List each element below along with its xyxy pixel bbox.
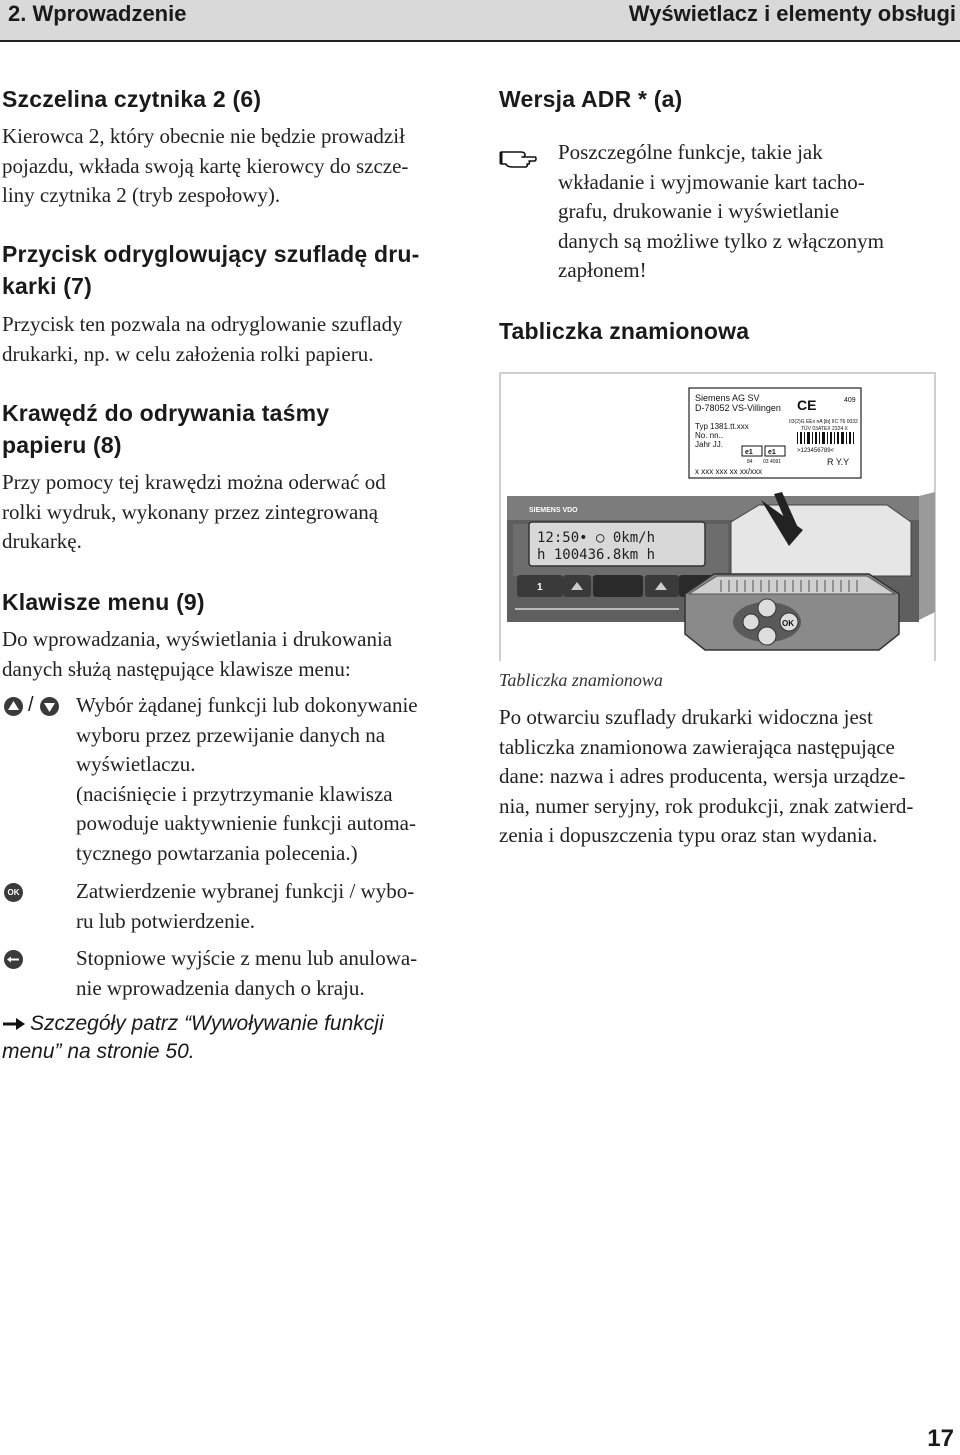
adr-note: Poszczególne funkcje, takie jak wkładanie i wyjmowanie kart tacho- grafu, drukowanie i wyświetlanie danych są możliwe tylko z włączonym zapłonem! [558, 140, 884, 282]
device-ok-key: OK [782, 619, 794, 628]
plate-maker: Siemens AG SV [695, 393, 760, 403]
menu-item-back: Stopniowe wyjście z menu lub anulowa- nie wprowadzenia danych o kraju. [76, 946, 418, 1000]
heading-tear-edge: Krawędź do odrywania taśmy papieru (8) [2, 400, 330, 458]
section-title: Wyświetlacz i elementy obsługi [628, 1, 956, 26]
plate-address: D-78052 VS-Villingen [695, 403, 781, 413]
device-button-1: 1 [537, 582, 543, 593]
page-number: 17 [927, 1425, 954, 1452]
device-lcd-line2: h 100436.8km h [537, 547, 656, 563]
plate-code: x xxx xxx xx xx/xxx [695, 467, 763, 476]
plate-type: Typ 1381.tt.xxx [695, 422, 749, 431]
pointing-hand-icon [499, 143, 537, 174]
plate-atex: II3(2)G EEx nA [ib] IIC T6 0032 [789, 419, 858, 425]
menu-item-ok: Zatwierdzenie wybranej funkcji / wybo- ru lub potwierdzenie. [76, 879, 415, 933]
plate-mark2-sub: 03 4091 [763, 459, 782, 465]
device-lcd-line1: 12:50• ○ 0km/h [537, 530, 656, 546]
reference-link[interactable]: Szczegóły patrz “Wywoływanie funkcji menu” na stronie 50. [2, 1012, 384, 1063]
chapter-title: 2. Wprowadzenie [8, 1, 187, 26]
heading-unlock-button: Przycisk odryglowujący szufladę dru- karki (7) [2, 241, 420, 299]
heading-menu-keys: Klawisze menu (9) [2, 589, 205, 615]
card-slot-text: Kierowca 2, który obecnie nie będzie prowadził pojazdu, wkłada swoją kartę kierowcy do szcze- liny czytnika 2 (tryb zespołowy). [2, 124, 409, 207]
plate-mark1-sub: 84 [747, 459, 753, 465]
figure-caption: Tabliczka znamionowa [499, 670, 663, 690]
ok-key-icon: OK [4, 883, 23, 902]
plate-ce: CE [797, 397, 817, 413]
plate-ce-number: 409 [844, 397, 856, 404]
heading-adr: Wersja ADR * (a) [499, 86, 683, 112]
page-header [0, 0, 960, 42]
heading-card-slot: Szczelina czytnika 2 (6) [2, 86, 262, 112]
device-brand: SIEMENS VDO [529, 507, 578, 514]
plate-year: Jahr JJ. [695, 440, 724, 449]
plate-mark1: e1 [745, 449, 753, 456]
plate-tuv: TÜV 03ATEX 2324 X [801, 426, 848, 432]
heading-nameplate: Tabliczka znamionowa [499, 318, 750, 344]
plate-number: No. nn.. [695, 431, 724, 440]
nameplate-description: Po otwarciu szuflady drukarki widoczna jest tabliczka znamionowa zawierająca następujące dane: nazwa i adres producenta, wersja urządze- nia, numer seryjny, rok produkcji, znak zatwierd- zenia i dopuszczenia typu oraz stan wydania. [499, 705, 914, 847]
nameplate-figure [499, 372, 960, 662]
down-arrow-key-icon [40, 697, 59, 716]
plate-mark2: e1 [768, 449, 776, 456]
key-separator: / [28, 694, 34, 716]
plate-serial: >123456789< [797, 448, 835, 454]
up-arrow-key-icon [4, 697, 23, 716]
menu-item-arrows: Wybór żądanej funkcji lub dokonywanie wyboru przez przewijanie danych na wyświetlaczu. (naciśnięcie i przytrzymanie klawisza powoduje uaktywnienie funkcji automa- tycznego powtarzania polecenia.) [76, 693, 418, 865]
menu-keys-intro: Do wprowadzania, wyświetlania i drukowania danych służą następujące klawisze menu: [2, 627, 393, 681]
back-key-icon [4, 950, 23, 969]
tear-edge-text: Przy pomocy tej krawędzi można oderwać od rolki wydruk, wykonany przez zintegrowaną drukarkę. [2, 470, 386, 553]
unlock-button-text: Przycisk ten pozwala na odryglowanie szuflady drukarki, np. w celu założenia rolki papieru. [2, 312, 403, 366]
plate-version: R Y.Y [827, 457, 850, 467]
